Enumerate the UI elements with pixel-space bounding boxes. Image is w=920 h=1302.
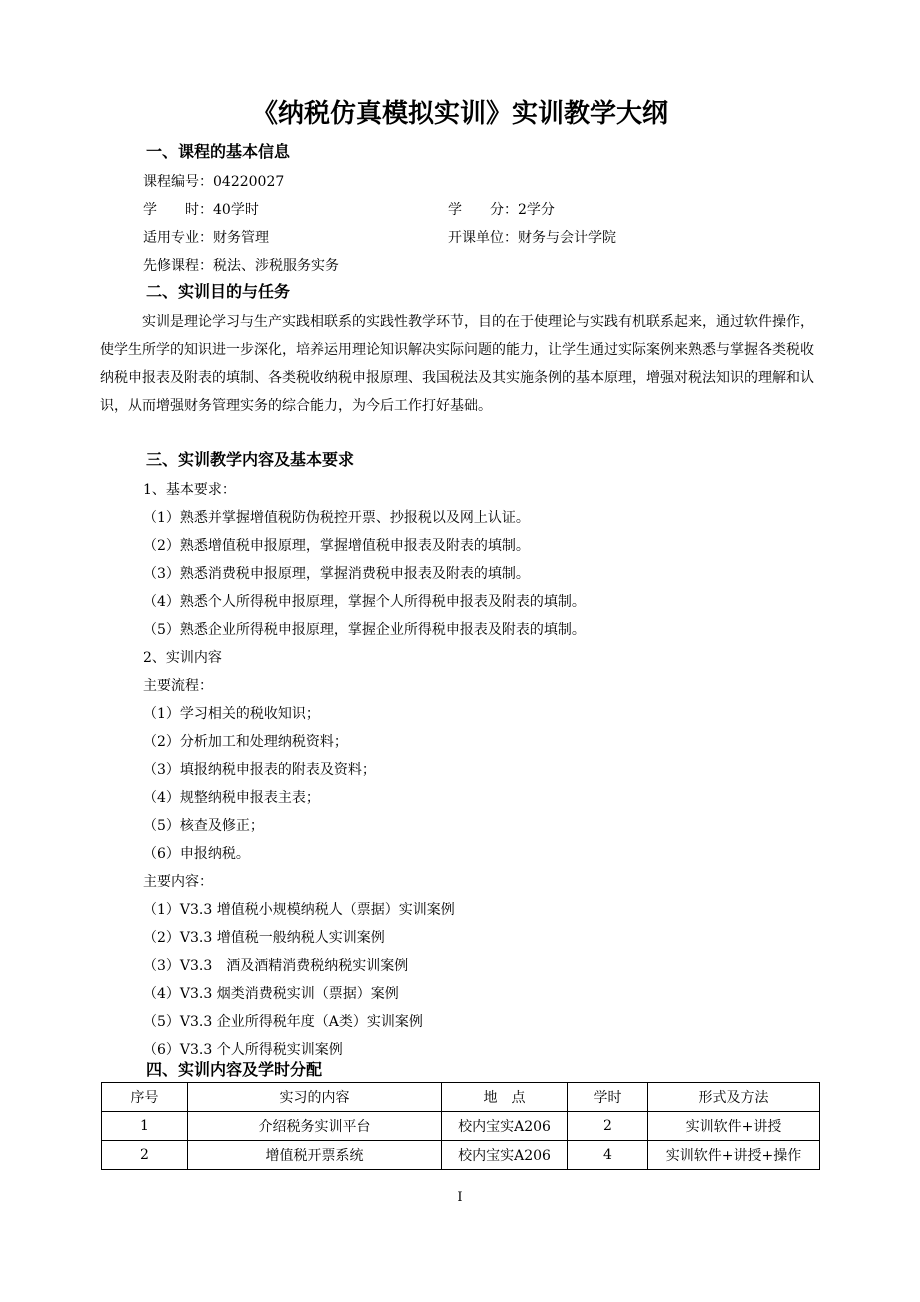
header-method: 形式及方法 — [648, 1083, 820, 1112]
content-item: （6）V3.3 个人所得税实训案例 — [143, 1042, 343, 1058]
requirement-item: （3）熟悉消费税申报原理，掌握消费税申报表及附表的填制。 — [143, 566, 530, 582]
cell-index: 1 — [102, 1112, 188, 1141]
process-item: （5）核查及修正； — [143, 818, 264, 834]
content-item: （2）V3.3 增值税一般纳税人实训案例 — [143, 930, 385, 946]
section1-heading: 一、课程的基本信息 — [146, 142, 291, 161]
table-row — [102, 1112, 820, 1141]
cell-hours: 2 — [568, 1112, 648, 1141]
document-title: 《纳税仿真模拟实训》实训教学大纲 — [251, 99, 668, 129]
content-item: （4）V3.3 烟类消费税实训（票据）案例 — [143, 986, 399, 1002]
header-location: 地 点 — [442, 1083, 568, 1112]
content-item: （1）V3.3 增值税小规模纳税人（票据）实训案例 — [143, 902, 455, 918]
hours-allocation-table — [101, 1082, 820, 1170]
process-item: （2）分析加工和处理纳税资料； — [143, 734, 348, 750]
section3-heading: 三、实训教学内容及基本要求 — [146, 450, 355, 469]
cell-content: 增值税开票系统 — [188, 1141, 442, 1170]
requirement-item: （4）熟悉个人所得税申报原理，掌握个人所得税申报表及附表的填制。 — [143, 594, 586, 610]
cell-method: 实训软件+讲授+操作 — [648, 1141, 820, 1170]
purpose-paragraph: 实训是理论学习与生产实践相联系的实践性教学环节，目的在于使理论与实践有机联系起来，通过软件操作，使学生所学的知识进一步深化，培养运用理论知识解决实际问题的能力，让学生通过实际案例来熟悉与掌握各类税收纳税申报表及附表的填制、各类税收纳税申报原理、我国税法及其实施条例的基本原理，增强对税法知识的理解和认识，从而增强财务管理实务的综合能力，为今后工作打好基础。 — [100, 314, 814, 414]
process-item: （6）申报纳税。 — [143, 846, 250, 862]
process-item: （1）学习相关的税收知识； — [143, 706, 320, 722]
main-process-label: 主要流程： — [143, 678, 213, 694]
page-number: I — [457, 1190, 463, 1205]
cell-index: 2 — [102, 1141, 188, 1170]
course-code: 课程编号：04220027 — [143, 174, 285, 190]
course-major: 适用专业：财务管理 — [143, 230, 269, 246]
training-content-label: 2、实训内容 — [143, 650, 222, 666]
hours-credits-row — [143, 200, 823, 220]
section2-heading: 二、实训目的与任务 — [146, 282, 291, 301]
section4-heading: 四、实训内容及学时分配 — [146, 1060, 323, 1079]
cell-hours: 4 — [568, 1141, 648, 1170]
table-header-row — [102, 1083, 820, 1112]
cell-content: 介绍税务实训平台 — [188, 1112, 442, 1141]
table-row — [102, 1141, 820, 1170]
header-index: 序号 — [102, 1083, 188, 1112]
course-department: 开课单位：财务与会计学院 — [448, 230, 616, 246]
cell-method: 实训软件+讲授 — [648, 1112, 820, 1141]
course-credits: 学 分：2学分 — [448, 202, 555, 218]
course-prerequisites: 先修课程：税法、涉税服务实务 — [143, 258, 339, 274]
cell-location: 校内宝实A206 — [442, 1112, 568, 1141]
content-item: （5）V3.3 企业所得税年度（A类）实训案例 — [143, 1014, 423, 1030]
main-content-label: 主要内容： — [143, 874, 213, 890]
requirement-item: （5）熟悉企业所得税申报原理，掌握企业所得税申报表及附表的填制。 — [143, 622, 586, 638]
header-content: 实习的内容 — [188, 1083, 442, 1112]
requirement-item: （2）熟悉增值税申报原理，掌握增值税申报表及附表的填制。 — [143, 538, 530, 554]
course-hours: 学 时：40学时 — [143, 202, 259, 218]
cell-location: 校内宝实A206 — [442, 1141, 568, 1170]
process-item: （4）规整纳税申报表主表； — [143, 790, 320, 806]
basic-requirements-label: 1、基本要求： — [143, 482, 236, 498]
process-item: （3）填报纳税申报表的附表及资料； — [143, 762, 376, 778]
major-department-row — [143, 228, 823, 248]
content-item: （3）V3.3 酒及酒精消费税纳税实训案例 — [143, 958, 409, 974]
header-hours: 学时 — [568, 1083, 648, 1112]
requirement-item: （1）熟悉并掌握增值税防伪税控开票、抄报税以及网上认证。 — [143, 510, 530, 526]
